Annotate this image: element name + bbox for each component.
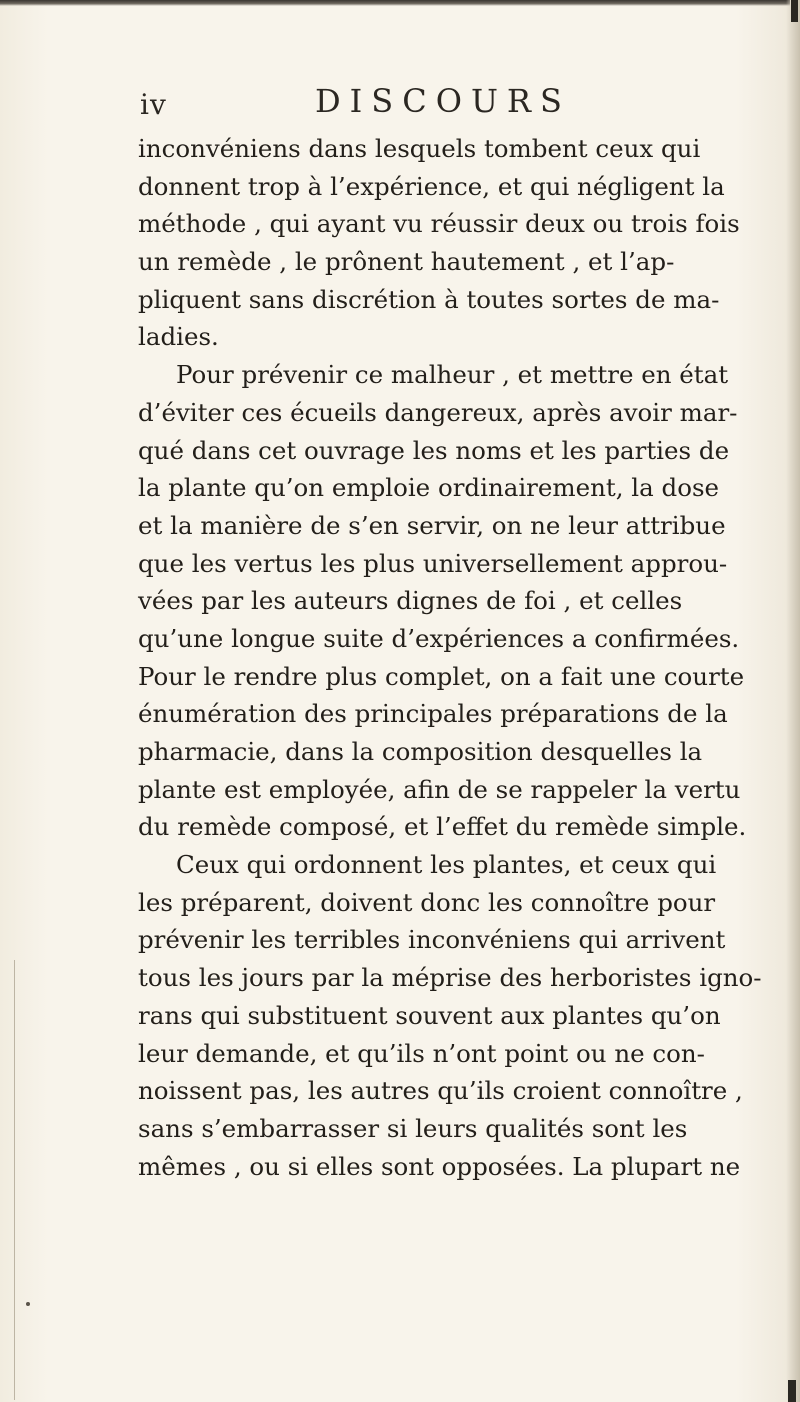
text-line: plante est employée, afin de se rappeler la vertu — [138, 774, 741, 804]
text-line: sans s’embarrasser si leurs qualités sont les — [138, 1113, 688, 1143]
edge-mark-top — [791, 0, 798, 22]
text-line: qué dans cet ouvrage les noms et les parties de — [138, 435, 730, 465]
text-line: inconvéniens dans lesquels tombent ceux qui — [138, 134, 701, 163]
paragraph-start-line: Pour prévenir ce malheur , et mettre en état — [176, 360, 729, 390]
text-line: la plante qu’on emploie ordinairement, la dose — [138, 473, 720, 503]
text-line: prévenir les terribles inconvéniens qui arrivent — [138, 925, 726, 955]
text-line: mêmes , ou si elles sont opposées. La plupart ne — [138, 1151, 741, 1181]
text-line: un remède , le prônent hautement , et l’ap- — [138, 247, 675, 277]
text-line: tous les jours par la méprise des herboristes igno- — [138, 963, 762, 993]
text-line: du remède composé, et l’effet du remède simple. — [138, 812, 747, 842]
text-line: pharmacie, dans la composition desquelles la — [138, 737, 703, 766]
text-line: et la manière de s’en servir, on ne leur attribue — [138, 510, 726, 540]
text-line: méthode , qui ayant vu réussir deux ou trois fois — [138, 209, 740, 239]
text-line: Pour le rendre plus complet, on a fait une courte — [138, 661, 745, 691]
text-line: leur demande, et qu’ils n’ont point ou ne con- — [138, 1038, 705, 1068]
text-line: noissent pas, les autres qu’ils croient connoître , — [138, 1076, 743, 1106]
text-line: énumération des principales préparations de la — [138, 699, 728, 729]
text-line: qu’une longue suite d’expériences a confirmées. — [138, 623, 740, 653]
binding-rule — [14, 960, 15, 1400]
text-line: ladies. — [138, 322, 219, 352]
page-top-shadow — [0, 0, 790, 6]
text-line: pliquent sans discrétion à toutes sortes de ma- — [138, 284, 720, 314]
text-line: donnent trop à l’expérience, et qui négligent la — [138, 171, 725, 201]
body-text — [138, 130, 778, 1185]
text-line: vées par les auteurs dignes de foi , et celles — [138, 586, 683, 616]
paragraph-start-line: Ceux qui ordonnent les plantes, et ceux qui — [176, 850, 717, 880]
paper-speck — [26, 1302, 30, 1306]
page-right-edge — [786, 0, 800, 1402]
text-line: rans qui substituent souvent aux plantes qu’on — [138, 1000, 721, 1030]
text-line: d’éviter ces écueils dangereux, après avoir mar- — [138, 397, 738, 427]
page-number: iv — [140, 88, 167, 121]
running-head: DISCOURS — [315, 82, 571, 120]
text-line: que les vertus les plus universellement approu- — [138, 548, 728, 578]
page-header — [0, 76, 800, 126]
text-line: les préparent, doivent donc les connoître pour — [138, 887, 716, 917]
edge-mark-bottom — [788, 1380, 796, 1402]
